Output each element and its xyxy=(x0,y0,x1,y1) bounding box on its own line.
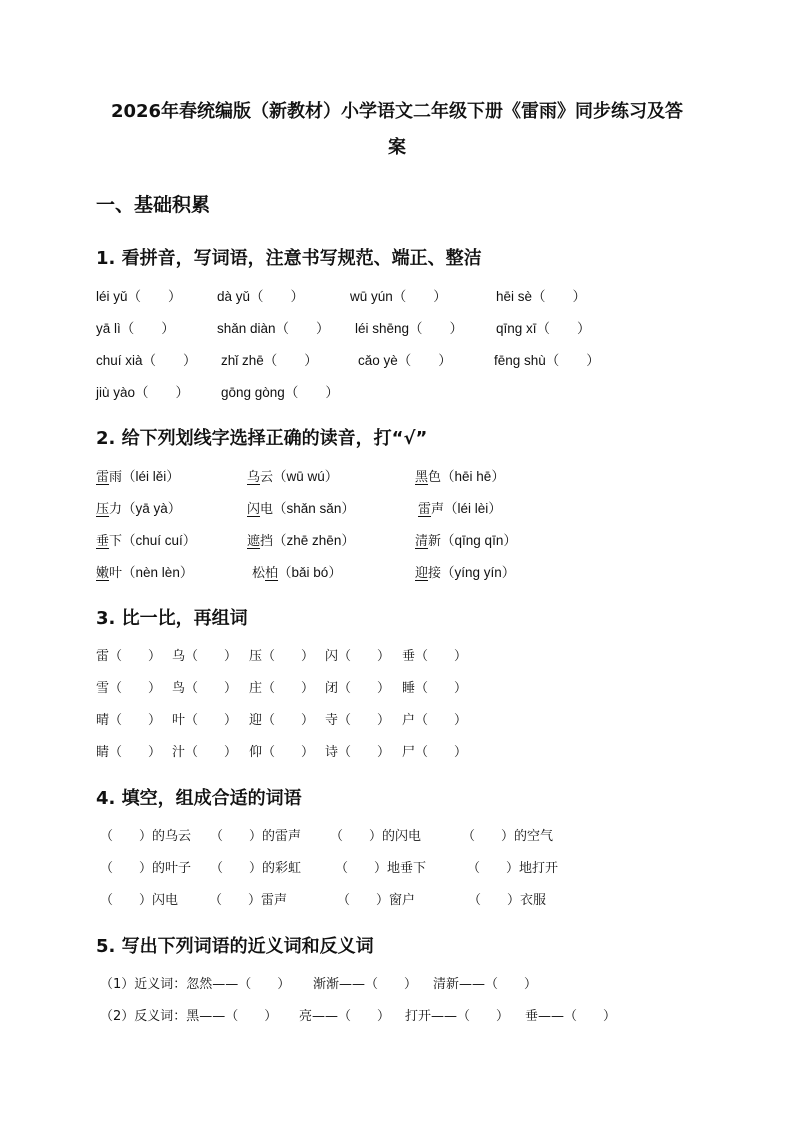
question-5-heading: 5. 写出下列词语的近义词和反义词 xyxy=(96,936,374,957)
pinyin-item: dà yǔ（ ） xyxy=(217,289,305,304)
pinyin-item: wū yún（ ） xyxy=(350,289,447,304)
compare-item: 诗（ ） xyxy=(325,745,391,760)
page-title-continued: 案 xyxy=(388,137,406,158)
compare-item: 叶（ ） xyxy=(172,713,238,728)
reading-item: 垂下（chuí cuí） xyxy=(96,533,197,549)
pinyin-item: chuí xià（ ） xyxy=(96,353,197,368)
fill-item: （ ）的叶子 xyxy=(100,861,192,876)
reading-item: 压力（yā yà） xyxy=(96,501,182,517)
compare-item: 寺（ ） xyxy=(325,713,391,728)
fill-item: （ ）的雷声 xyxy=(210,829,302,844)
compare-item: 庄（ ） xyxy=(249,681,315,696)
reading-item: 迎接（yíng yín） xyxy=(415,565,516,581)
pinyin-item: léi shēng（ ） xyxy=(355,321,464,336)
fill-item: （ ）的闪电 xyxy=(330,829,422,844)
pinyin-item: gōng gòng（ ） xyxy=(221,385,339,400)
antonym-item: 打开——（ ） xyxy=(405,1009,510,1024)
fill-item: （ ）窗户 xyxy=(337,893,416,908)
fill-item: （ ）地垂下 xyxy=(335,861,427,876)
synonym-item: 清新——（ ） xyxy=(433,977,538,992)
antonym-item: 亮——（ ） xyxy=(299,1009,391,1024)
page-title: 2026年春统编版（新教材）小学语文二年级下册《雷雨》同步练习及答 xyxy=(110,101,684,122)
reading-item: 雷雨（léi lěi） xyxy=(96,469,180,485)
fill-item: （ ）的空气 xyxy=(462,829,554,844)
reading-item: 雷声（léi lèi） xyxy=(418,501,502,517)
fill-item: （ ）的彩虹 xyxy=(210,861,302,876)
reading-item: 松柏（bǎi bó） xyxy=(252,565,342,581)
compare-item: 鸟（ ） xyxy=(172,681,238,696)
reading-item: 乌云（wū wú） xyxy=(247,469,339,485)
pinyin-item: zhǐ zhē（ ） xyxy=(221,353,318,368)
pinyin-item: léi yǔ（ ） xyxy=(96,289,182,304)
compare-item: 迎（ ） xyxy=(249,713,315,728)
compare-item: 闭（ ） xyxy=(325,681,391,696)
fill-item: （ ）的乌云 xyxy=(100,829,192,844)
compare-item: 闪（ ） xyxy=(325,649,391,664)
pinyin-item: fēng shù（ ） xyxy=(494,353,600,368)
compare-item: 睡（ ） xyxy=(402,681,468,696)
compare-item: 尸（ ） xyxy=(402,745,468,760)
reading-item: 闪电（shǎn sǎn） xyxy=(247,501,355,517)
pinyin-item: qīng xī（ ） xyxy=(496,321,591,336)
reading-item: 遮挡（zhē zhēn） xyxy=(247,533,355,549)
pinyin-item: jiù yào（ ） xyxy=(96,385,190,400)
compare-item: 压（ ） xyxy=(249,649,315,664)
pinyin-item: yā lì（ ） xyxy=(96,321,175,336)
compare-item: 户（ ） xyxy=(402,713,468,728)
compare-item: 汁（ ） xyxy=(172,745,238,760)
compare-item: 乌（ ） xyxy=(172,649,238,664)
synonym-item: （1）近义词：忽然——（ ） xyxy=(100,977,291,992)
fill-item: （ ）地打开 xyxy=(467,861,559,876)
fill-item: （ ）雷声 xyxy=(209,893,288,908)
compare-item: 仰（ ） xyxy=(249,745,315,760)
synonym-item: 渐渐——（ ） xyxy=(313,977,418,992)
reading-item: 黑色（hēi hē） xyxy=(415,469,505,485)
pinyin-item: shǎn diàn（ ） xyxy=(217,321,330,336)
compare-item: 雷（ ） xyxy=(96,649,162,664)
reading-item: 嫩叶（nèn lèn） xyxy=(96,565,194,581)
question-4-heading: 4. 填空，组成合适的词语 xyxy=(96,788,302,809)
fill-item: （ ）衣服 xyxy=(468,893,547,908)
pinyin-item: hēi sè（ ） xyxy=(496,289,587,304)
pinyin-item: cǎo yè（ ） xyxy=(358,353,452,368)
compare-item: 垂（ ） xyxy=(402,649,468,664)
compare-item: 晴（ ） xyxy=(96,713,162,728)
question-3-heading: 3. 比一比，再组词 xyxy=(96,608,248,629)
reading-item: 清新（qīng qīn） xyxy=(415,533,517,549)
compare-item: 睛（ ） xyxy=(96,745,162,760)
question-2-heading: 2. 给下列划线字选择正确的读音，打“√” xyxy=(96,428,428,449)
section-heading: 一、基础积累 xyxy=(96,194,211,216)
fill-item: （ ）闪电 xyxy=(100,893,179,908)
compare-item: 雪（ ） xyxy=(96,681,162,696)
antonym-item: （2）反义词：黑——（ ） xyxy=(100,1009,278,1024)
question-1-heading: 1. 看拼音，写词语，注意书写规范、端正、整洁 xyxy=(96,248,482,269)
antonym-item: 垂——（ ） xyxy=(525,1009,617,1024)
